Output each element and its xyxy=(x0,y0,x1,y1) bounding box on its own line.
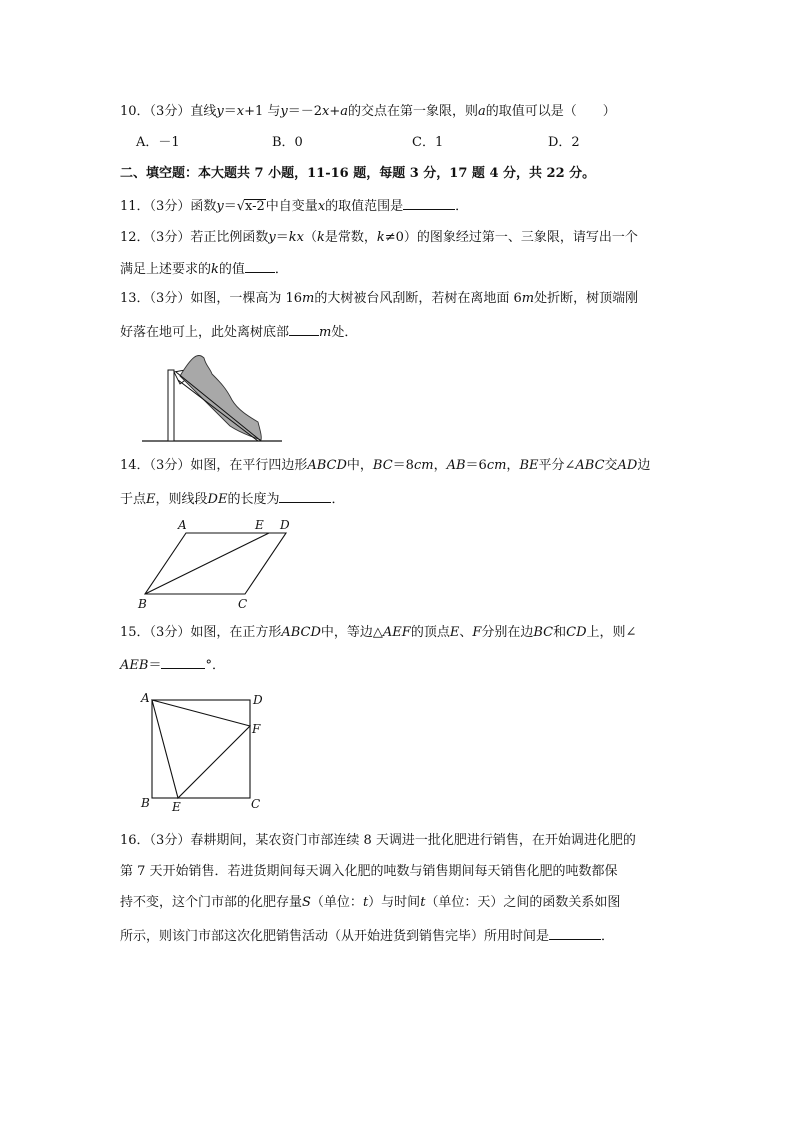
q11-number: 11． xyxy=(120,199,150,214)
label-c: C xyxy=(251,797,261,811)
label-d: D xyxy=(253,693,263,707)
q16-stem-line4: 所示，则该门市部这次化肥销售活动（从开始进货到销售完毕）所用时间是 ． xyxy=(120,926,614,946)
q16-number: 16． xyxy=(120,833,150,848)
q11-radicand: x-2 xyxy=(245,199,265,214)
q13-stem-line1: 13．（3分）如图，一棵高为 16m的大树被台风刮断，若树在离地面 6m处折断，树顶端刚 xyxy=(120,291,639,306)
q10-score: （3分） xyxy=(149,104,191,119)
q16-stem-line2: 第 7 天开始销售．若进货期间每天调入化肥的吨数与销售期间每天销售化肥的吨数都保 xyxy=(120,864,618,879)
label-c: C xyxy=(238,597,248,611)
q10-option-b[interactable]: B．0 xyxy=(272,135,303,150)
q14-parallelogram-figure xyxy=(130,514,300,614)
q10-option-c[interactable]: C．1 xyxy=(412,135,444,150)
q15-answer-blank[interactable] xyxy=(161,655,205,669)
label-e: E xyxy=(255,518,264,532)
segment-be xyxy=(145,533,269,594)
parallelogram-abcd xyxy=(145,533,286,594)
section-fill-in-title: 二、填空题：本大题共 7 小题，11-16 题，每题 3 分，17 题 4 分，共 22 分。 xyxy=(120,166,596,181)
label-d: D xyxy=(280,518,290,532)
q16-answer-blank[interactable] xyxy=(549,926,601,940)
q12-answer-blank[interactable] xyxy=(245,259,275,273)
label-e: E xyxy=(172,800,181,814)
tree-trunk xyxy=(168,370,174,441)
q11-answer-blank[interactable] xyxy=(403,196,455,210)
q10-option-d[interactable]: D．2 xyxy=(548,135,580,150)
q15-number: 15． xyxy=(120,625,150,640)
sqrt-sign-icon: √ xyxy=(236,199,246,214)
q15-square-figure xyxy=(138,690,268,815)
q12-number: 12． xyxy=(120,230,150,245)
label-a: A xyxy=(141,691,150,705)
q10-option-a[interactable]: A．－1 xyxy=(136,135,180,150)
label-b: B xyxy=(138,597,147,611)
q14-number: 14． xyxy=(120,458,150,473)
label-f: F xyxy=(252,722,261,736)
q14-answer-blank[interactable] xyxy=(279,489,331,503)
q12-stem-line2: 满足上述要求的k的值 ． xyxy=(120,259,288,279)
q16-stem-line3: 持不变，这个门市部的化肥存量S（单位：t）与时间t（单位：天）之间的函数关系如图 xyxy=(120,895,621,910)
q13-answer-blank[interactable] xyxy=(289,322,319,336)
q13-number: 13． xyxy=(120,291,150,306)
square-abcd xyxy=(152,700,250,798)
fallen-tree-crown xyxy=(180,355,261,440)
label-b: B xyxy=(141,796,150,810)
q15-stem-line2: AEB＝ °． xyxy=(120,655,225,675)
triangle-aef xyxy=(152,700,250,798)
q10-number: 10． xyxy=(120,104,150,119)
q15-stem-line1: 15．（3分）如图，在正方形ABCD中，等边△AEF的顶点E、F分别在边BC和CD上，则∠ xyxy=(120,625,637,640)
q14-stem-line2: 于点E，则线段DE的长度为 ． xyxy=(120,489,344,509)
q13-stem-line2: 好落在地可上，此处离树底部 m处． xyxy=(120,322,357,342)
q10-stem: 10．（3分）直线y＝x+1 与y＝－2x+a的交点在第一象限，则a的取值可以是（ ） xyxy=(120,104,616,119)
q12-stem-line1: 12．（3分）若正比例函数y＝kx（k是常数，k≠0）的图象经过第一、三象限，请写出一个 xyxy=(120,230,638,245)
q13-broken-tree-figure xyxy=(140,350,290,445)
q14-stem-line1: 14．（3分）如图，在平行四边形ABCD中，BC＝8cm，AB＝6cm，BE平分∠ABC交AD边 xyxy=(120,458,651,473)
q16-stem-line1: 16．（3分）春耕期间，某农资门市部连续 8 天调进一批化肥进行销售，在开始调进化肥的 xyxy=(120,833,636,848)
q11-stem: 11．（3分）函数y＝√x-2中自变量x的取值范围是 ． xyxy=(120,196,468,216)
label-a: A xyxy=(178,518,187,532)
